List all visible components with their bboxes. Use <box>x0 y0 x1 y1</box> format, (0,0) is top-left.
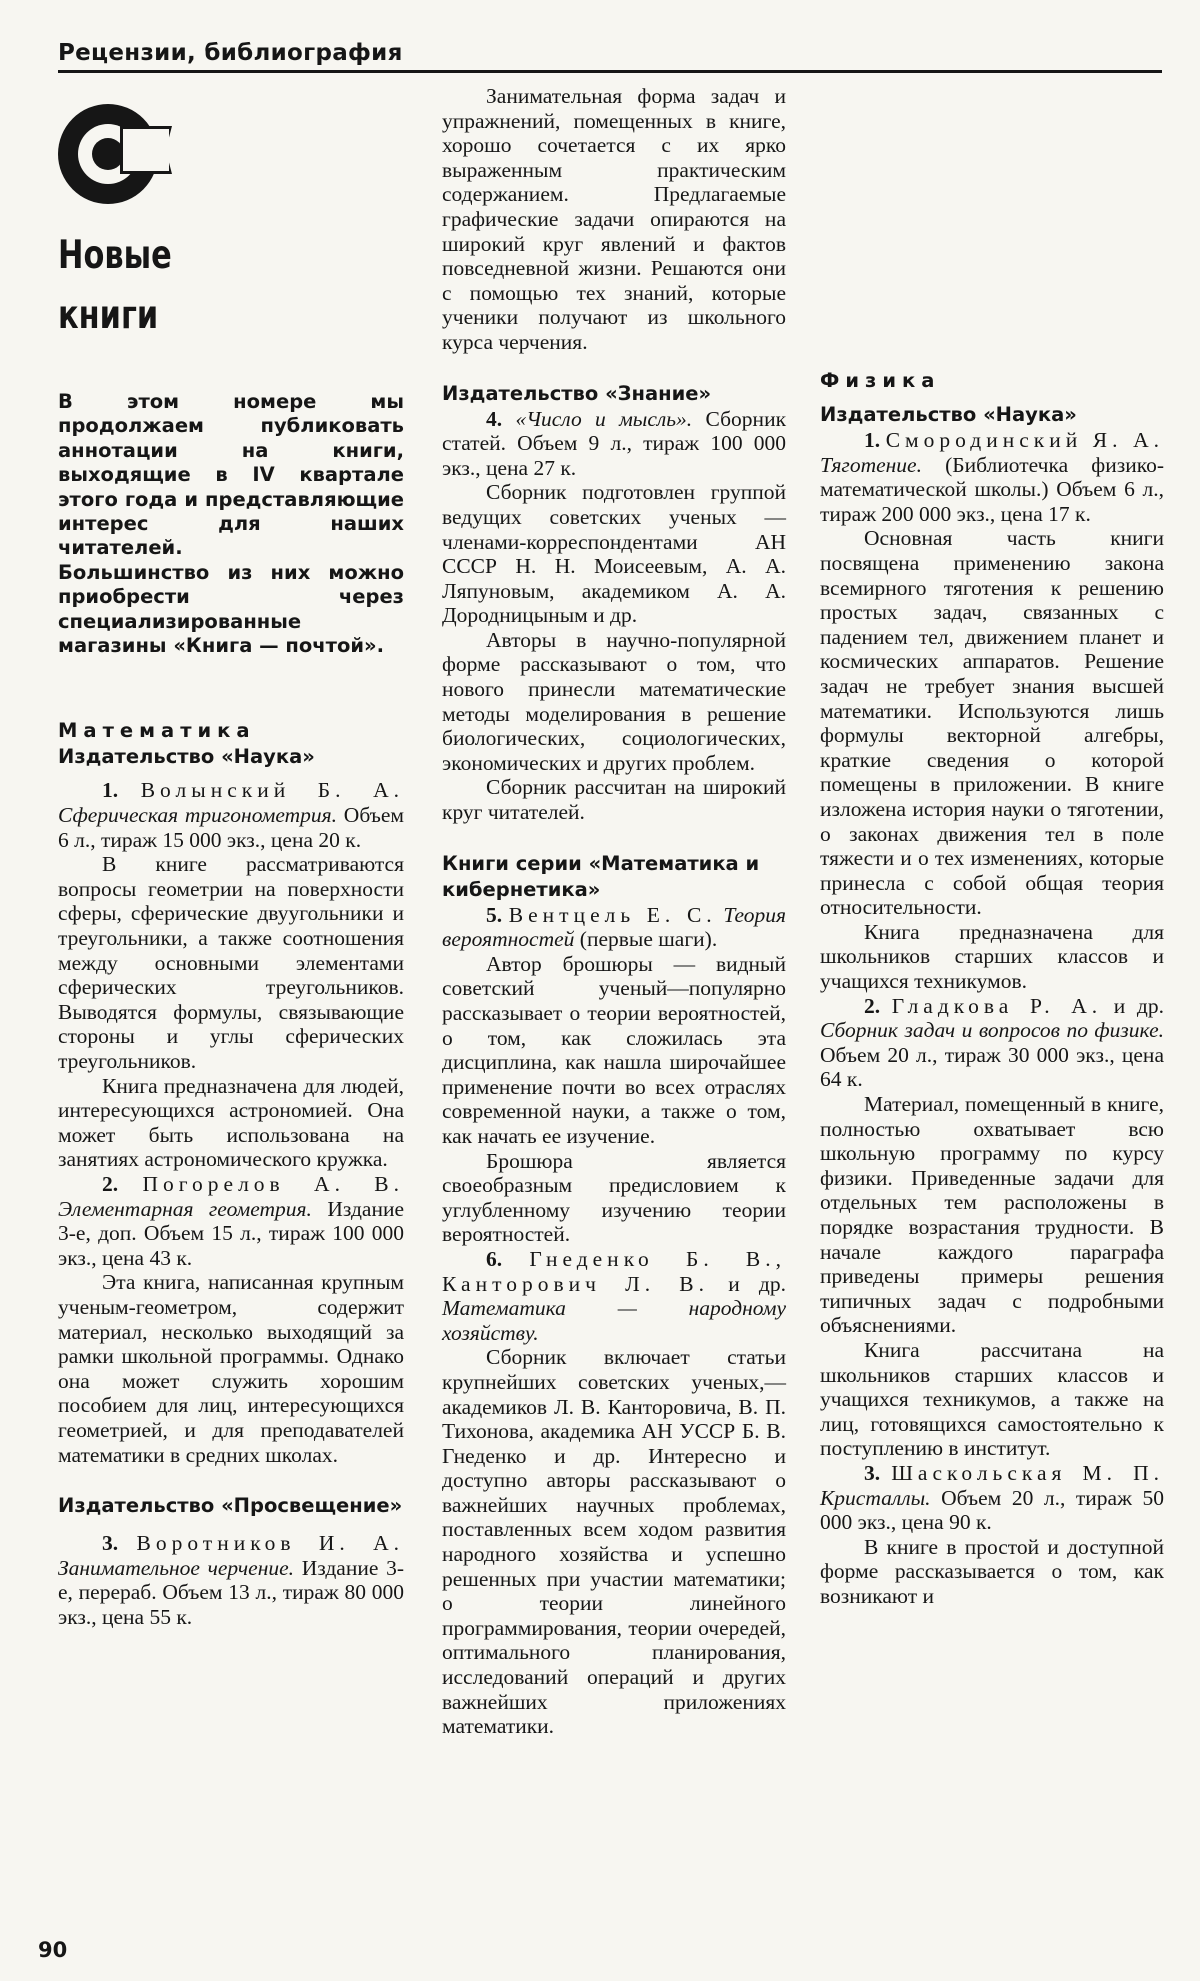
math-book-1: 1. Волынский Б. А. Сферическая тригонометрия. Объем 6 л., тираж 15 000 экз., цена 20 к. <box>58 778 405 852</box>
math-book-4: 4. «Число и мысль». Сборник статей. Объем 9 л., тираж 100 000 экз., цена 27 к. <box>442 406 787 480</box>
physics-book-1-annotation: Основная часть книги посвящена применению закона всемирного тяготения к решению простых задач, связанных с падением тел, движением планет и космических аппаратов. Решение задач не требует знания высшей математики. Используются лишь формулы векторной алгебры, краткие сведения о которой помещены в приложении. В книге изложена история науки о тяготении, о законах движения тел в поле тяжести и о тех изменениях, которые принесла с собой общая теория относительности. <box>820 526 1164 920</box>
intro-text-2: Большинство из них можно приобрести через специализированные магазины «Книга — почтой». <box>58 560 404 658</box>
math-publisher-nauka: Издательство «Наука» <box>58 745 315 769</box>
math-book-3: 3. Воротников И. А. Занимательное черчение. Издание 3-е, перераб. Объем 13 л., тираж 80 000 экз., цена 55 к. <box>58 1531 405 1629</box>
math-book-4-audience: Сборник рассчитан на широкий круг читателей. <box>442 775 786 825</box>
math-publisher-prosv: Издательство «Просвещение» <box>58 1494 403 1518</box>
math-book-3-annotation: Занимательная форма задач и упражнений, помещенных в книге, хорошо сочетается с их ярко выраженным практическим содержанием. Предлагаемые графические задачи опираются на широкий круг явлений и фактов повседневной жизни. Решаются они с помощью тех знаний, которые ученики получают из школьного курса черчения. <box>442 84 786 354</box>
header-rule <box>58 70 1162 73</box>
math-book-6-annotation: Сборник включает статьи крупнейших советских ученых,—академиков Л. В. Канторовича, В. П. Тихонова, академика АН УССР Б. В. Гнеденко и др. Интересно и доступно авторы рассказывают о важнейших научных проблемах, поставленных всем ходом развития народного хозяйства и успешно решенных при участии математики; о теории линейного программирования, теории очередей, оптимального планирования, исследований операций и других важнейших приложениях математики. <box>442 1345 786 1739</box>
math-book-5-annotation-2: Брошюра является своеобразным предисловием к углубленному изучению теории вероятностей. <box>442 1148 786 1247</box>
math-book-4-annotation: Сборник подготовлен группой ведущих советских ученых — членами-корреспондентами АН СССР Н. Н. Моисеевым, А. А. Ляпуновым, академиком А. А. Дородницыным и др. <box>442 480 786 628</box>
math-book-4-annotation-2: Авторы в научно-популярной форме рассказывают о том, что нового принесли математические методы моделирования в решение биологических, социологических, экономических и других проблем. <box>442 627 786 775</box>
physics-book-2-annotation: Материал, помещенный в книге, полностью охватывает всю школьную программу по курсу физики. Приведенные задачи для отдельных тем расположены в порядке возрастания трудности. В начале каждого параграфа приведены примеры решения типичных задач с подробными объяснениями. <box>820 1092 1164 1338</box>
section-header: Рецензии, библиография <box>58 40 403 66</box>
page-number: 90 <box>38 1938 68 1962</box>
math-book-2-annotation: Эта книга, написанная крупным ученым-геометром, содержит материал, несколько выходящий за рамки школьной программы. Однако она может служить хорошим пособием для лиц, интересующихся геометрией, и для преподавателей математики в средних школах. <box>58 1270 404 1467</box>
math-book-2: 2. Погорелов А. В. Элементарная геометрия. Издание 3-е, доп. Объем 15 л., тираж 100 000 экз., цена 43 к. <box>58 1171 405 1270</box>
physics-book-2: 2. Гладкова Р. А. и др. Сборник задач и вопросов по физике. Объем 20 л., тираж 30 000 экз., цена 64 к. <box>820 993 1164 1092</box>
title-line-1: Новые <box>58 233 172 278</box>
math-book-6: 6. Гнеденко Б. В., Канторович Л. В. и др. Математика — народному хозяйству. <box>442 1246 787 1345</box>
new-books-logo-icon <box>58 104 178 216</box>
column-1 <box>58 84 404 1629</box>
title-line-2: книги <box>58 293 159 338</box>
math-book-5: 5. Вентцель Е. С. Теория вероятностей (первые шаги). <box>442 902 787 952</box>
physics-publisher-nauka: Издательство «Наука» <box>820 403 1077 426</box>
physics-book-1-audience: Книга предназначена для школьников старших классов и учащихся техникумов. <box>820 919 1164 994</box>
physics-section-heading: Физика <box>820 369 941 392</box>
math-publisher-znanie: Издательство «Знание» <box>442 381 712 405</box>
column-3-physics <box>820 368 1164 1609</box>
math-book-1-annotation: В книге рассматриваются вопросы геометрии на поверхности сферы, сферические двуугольники и треугольники, а также соотношения между основными элементами сферических треугольников. Выводятся формулы, связывающие стороны и углы сферических треугольников. <box>58 852 404 1073</box>
math-book-5-annotation: Автор брошюры — видный советский ученый—популярно рассказывает о теории вероятностей, о том, как сложилась эта дисциплина, как нашла широчайшее применение почти во всех отраслях современной науки, а также о том, как начать ее изучение. <box>442 951 786 1148</box>
math-book-1-audience: Книга предназначена для людей, интересующихся астрономией. Она может быть использована на занятиях астрономического кружка. <box>58 1073 404 1172</box>
intro-text: В этом номере мы продолжаем публиковать аннотации на книги, выходящие в IV квартале этого года и представляющие интерес для наших читателей. <box>58 390 404 560</box>
math-series-heading: Книги серии «Математика и кибернетика» <box>442 851 760 901</box>
physics-book-1: 1. Смородинский Я. А. Тяготение. (Библиотечка физико-математической школы.) Объем 6 л., тираж 200 000 экз., цена 17 к. <box>820 428 1164 526</box>
math-section-heading: Математика <box>58 719 256 743</box>
physics-book-3-annotation: В книге в простой и доступной форме рассказывается о том, как возникают и <box>820 1534 1164 1608</box>
physics-book-3: 3. Шаскольская М. П. Кристаллы. Объем 20 л., тираж 50 000 экз., цена 90 к. <box>820 1460 1165 1535</box>
page-title <box>58 226 328 346</box>
intro <box>58 390 404 658</box>
column-2 <box>442 84 786 1739</box>
physics-book-2-audience: Книга рассчитана на школьников старших классов и учащихся техникумов, а также на лиц, готовящихся самостоятельно к поступлению в институт. <box>820 1337 1164 1461</box>
